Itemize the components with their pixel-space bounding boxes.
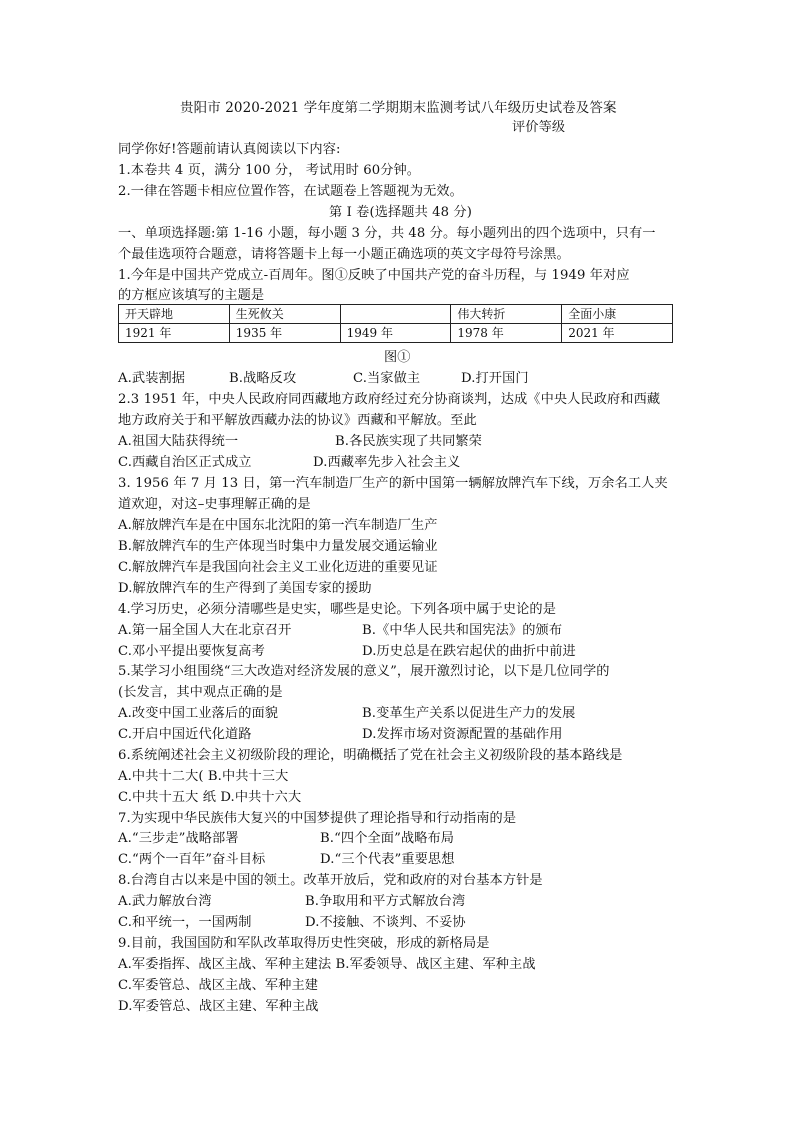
instructions-line-2: 个最佳选项符合题意，请将答题卡上每一小题正确选项的英文字母符号涂黑。 xyxy=(118,247,570,262)
table-cell: 生死攸关 xyxy=(229,305,340,324)
q6-options-row-1: A.中共十二大( B.中共十三大 xyxy=(118,769,289,784)
table-cell: 伟大转折 xyxy=(451,305,562,324)
q5-option-c: C.开启中国近代化道路 xyxy=(118,727,252,742)
q2-stem-line-2: 地方政府关于和平解放西藏办法的协议》西藏和平解放。至此 xyxy=(118,413,477,428)
table-cell: 1978 年 xyxy=(451,324,562,343)
q4-option-b: B.《中华人民共和国宪法》的颁布 xyxy=(362,623,563,638)
q7-options-row-2 xyxy=(118,851,454,869)
q1-option-d: D.打开国门 xyxy=(461,371,529,386)
document-title: 贵阳市 2020-2021 学年度第二学期期末监测考试八年级历史试卷及答案 xyxy=(180,100,617,116)
notice-item-2: 2.一律在答题卡相应位置作答，在试题卷上答题视为无效。 xyxy=(118,184,463,199)
q1-stem-line-1: 1.今年是中国共产党成立-百周年。图①反映了中国共产党的奋斗历程，与 1949 年对应 xyxy=(118,268,630,283)
figure-caption: 图① xyxy=(384,350,411,365)
q4-option-c: C.邓小平提出要恢复高考 xyxy=(118,644,265,659)
q5-option-a: A.改变中国工业落后的面貌 xyxy=(118,706,279,721)
q3-stem-line-2: 道欢迎，对这–史事理解正确的是 xyxy=(118,497,311,512)
q8-options-row-1 xyxy=(118,893,465,911)
q2-option-c: C.西藏自治区正式成立 xyxy=(118,455,252,470)
q3-option-a: A.解放牌汽车是在中国东北沈阳的第一汽车制造厂生产 xyxy=(118,518,438,533)
q4-option-d: D.历史总是在跌宕起伏的曲折中前进 xyxy=(362,644,576,659)
q8-option-a: A.武力解放台湾 xyxy=(118,894,212,909)
table-row xyxy=(119,305,673,324)
q4-option-a: A.第一届全国人大在北京召开 xyxy=(118,623,292,638)
q3-stem-line-1: 3. 1956 年 7 月 13 日，第一汽车制造厂生产的新中国第一辆解放牌汽车下线，万余名工人夹 xyxy=(118,476,668,491)
q4-options-row-2 xyxy=(118,643,576,661)
table-cell-blank xyxy=(340,305,451,324)
table-row xyxy=(119,324,673,343)
q5-option-b: B.变革生产关系以促进生产力的发展 xyxy=(362,706,576,721)
q2-option-b: B.各民族实现了共同繁荣 xyxy=(335,434,482,449)
table-cell: 2021 年 xyxy=(562,324,673,343)
q7-options-row-1 xyxy=(118,830,454,848)
q5-options-row-1 xyxy=(118,705,575,723)
q2-options-row-1 xyxy=(118,433,482,451)
notice-item-1: 1.本卷共 4 页，满分 100 分， 考试用时 60分钟。 xyxy=(118,163,421,178)
q3-option-b: B.解放牌汽车的生产体现当时集中力量发展交通运输业 xyxy=(118,539,438,554)
table-cell: 开天辟地 xyxy=(119,305,230,324)
table-cell: 1921 年 xyxy=(119,324,230,343)
q8-option-b: B.争取用和平方式解放台湾 xyxy=(305,894,466,909)
q8-stem: 8.台湾自古以来是中国的领土。改革开放后，党和政府的对台基本方针是 xyxy=(118,873,543,888)
table-cell: 1949 年 xyxy=(340,324,451,343)
q4-stem: 4.学习历史，必须分清哪些是史实，哪些是史论。下列各项中属于史论的是 xyxy=(118,602,556,617)
q1-stem-line-2: 的方框应该填写的主题是 xyxy=(118,288,265,303)
q1-option-b: B.战略反攻 xyxy=(229,371,297,386)
q5-stem-line-1: 5.某学习小组围绕“三大改造对经济发展的意义”，展开激烈讨论，以下是几位同学的 xyxy=(118,664,610,679)
q9-options-row-2: C.军委管总、战区主战、军种主建 xyxy=(118,978,319,993)
q2-stem-line-1: 2.3 1951 年，中央人民政府同西藏地方政府经过充分协商谈判，达成《中央人民政府和西藏 xyxy=(118,392,661,407)
q2-option-d: D.西藏率先步入社会主义 xyxy=(313,455,461,470)
q2-options-row-2 xyxy=(118,454,460,472)
q9-stem: 9.目前，我国国防和军队改革取得历史性突破，形成的新格局是 xyxy=(118,936,490,951)
q7-option-a: A.“三步走”战略部署 xyxy=(118,831,239,846)
q3-option-c: C.解放牌汽车是我国向社会主义工业化迈进的重要见证 xyxy=(118,560,438,575)
instructions-line-1: 一、单项选择题:第 1-16 小题，每小题 3 分，共 48 分。每小题列出的四个选项中，只有一 xyxy=(118,226,656,241)
q7-stem: 7.为实现中华民族伟大复兴的中国梦提供了理论指导和行动指南的是 xyxy=(118,811,517,826)
table-cell: 1935 年 xyxy=(229,324,340,343)
q1-options xyxy=(118,370,529,388)
q6-stem: 6.系统阐述社会主义初级阶段的理论，明确概括了党在社会主义初级阶段的基本路线是 xyxy=(118,748,623,763)
q8-options-row-2 xyxy=(118,914,466,932)
q7-option-b: B.“四个全面”战略布局 xyxy=(320,831,455,846)
q5-options-row-2 xyxy=(118,726,563,744)
table-cell: 全面小康 xyxy=(562,305,673,324)
q1-option-c: C.当家做主 xyxy=(353,371,421,386)
q8-option-c: C.和平统一，一国两制 xyxy=(118,915,252,930)
q6-options-row-2: C.中共十五大 纸 D.中共十六大 xyxy=(118,790,302,805)
q5-stem-line-2: (长发言，其中观点正确的是 xyxy=(118,685,283,700)
q8-option-d: D.不接触、不谈判、不妥协 xyxy=(305,915,466,930)
q7-option-d: D.“三个代表”重要思想 xyxy=(320,852,455,867)
q5-option-d: D.发挥市场对资源配置的基础作用 xyxy=(362,727,563,742)
q7-option-c: C.“两个一百年”奋斗目标 xyxy=(118,852,266,867)
q9-options-row-1: A.军委指挥、战区主战、军种主建法 B.军委领导、战区主建、军种主战 xyxy=(118,957,536,972)
q2-option-a: A.祖国大陆获得统一 xyxy=(118,434,239,449)
q1-timeline-table xyxy=(118,304,673,343)
q3-option-d: D.解放牌汽车的生产得到了美国专家的援助 xyxy=(118,581,372,596)
q4-options-row-1 xyxy=(118,622,562,640)
evaluation-grade-label: 评价等级 xyxy=(512,120,566,135)
q1-option-a: A.武装割据 xyxy=(118,371,186,386)
section-title: 第 I 卷(选择题共 48 分) xyxy=(329,205,472,220)
notice-intro: 同学你好!答题前请认真阅读以下内容: xyxy=(118,142,341,157)
q9-options-row-3: D.军委管总、战区主建、军种主战 xyxy=(118,999,319,1014)
